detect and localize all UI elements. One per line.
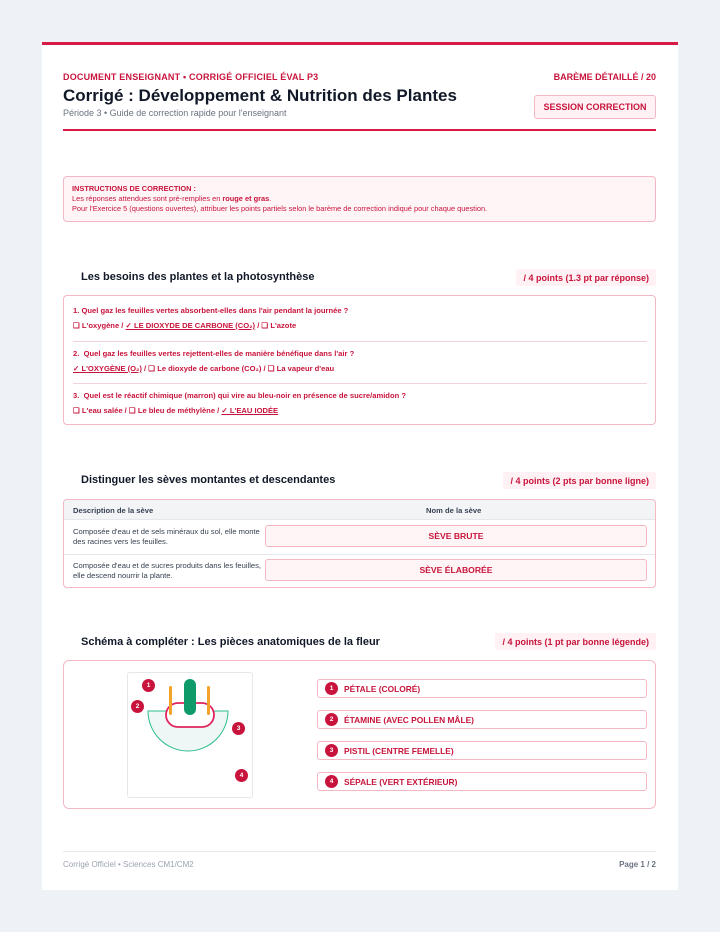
table-header [64,500,655,520]
footer-divider [63,851,656,852]
legend-label: PÉTALE (COLORÉ) [344,683,421,694]
legend-label: PISTIL (CENTRE FEMELLE) [344,745,454,756]
question-divider [73,383,647,384]
photosynthesis-questions [63,295,656,425]
pistil-shape [184,679,196,715]
legend-label: SÉPALE (VERT EXTÉRIEUR) [344,776,458,787]
legend-number: 3 [325,744,338,757]
header-divider [63,129,656,131]
sap-row-1-description: Composée d'eau et de sels minéraux du sol, elle monte des racines vers les feuilles. [73,527,260,546]
column-header-description: Description de la sève [73,506,154,515]
legend-sepal[interactable] [317,772,647,791]
flower-diagram [127,672,253,798]
stamen-left-shape [169,686,172,715]
section-sap-points: / 4 points (2 pts par bonne ligne) [503,472,656,489]
marker-3: 3 [232,722,245,735]
section-sap-title: Distinguer les sèves montantes et descendantes [81,474,336,486]
legend-number: 4 [325,775,338,788]
page-title: Corrigé : Développement & Nutrition des Plantes [63,86,457,105]
instructions-line-2: Pour l'Exercice 5 (questions ouvertes), attribuer les points partiels selon le barème de correction indiqué pour chaque question. [72,204,488,213]
question-divider [73,341,647,342]
option-water-vapor[interactable]: ❑ La vapeur d'eau [267,364,335,373]
question-1: 1. Quel gaz les feuilles vertes absorbent-elles dans l'air pendant la journée ? ❑ L'oxygène / ✓ LE DIOXYDE DE CARBONE (CO₂) / ❑ L'azote [73,306,349,330]
sap-row-1-answer[interactable]: SÈVE BRUTE [265,525,647,547]
legend-number: 2 [325,713,338,726]
option-iodine-correct[interactable]: ✓ L'EAU IODÉE [221,406,279,415]
grading-scale: BARÈME DÉTAILLÉ / 20 [553,72,656,82]
column-header-name: Nom de la sève [426,506,482,515]
marker-1: 1 [142,679,155,692]
document-eyebrow: DOCUMENT ENSEIGNANT • CORRIGÉ OFFICIEL ÉVAL P3 [63,72,319,82]
option-oxygen[interactable]: ❑ L'oxygène [73,321,120,330]
option-methylene-blue[interactable]: ❑ Le bleu de méthylène [128,406,216,415]
option-nitrogen[interactable]: ❑ L'azote [261,321,297,330]
question-3: 3. Quel est le réactif chimique (marron) qui vire au bleu-noir en présence de sucre/amidon ? ❑ L'eau salée / ❑ Le bleu de méthylène / ✓ L'EAU IODÉE [73,391,406,415]
correction-instructions [63,176,656,222]
stamen-right-shape [207,686,210,715]
instructions-line-1: Les réponses attendues sont pré-remplies en rouge et gras. [72,194,272,203]
legend-stamen[interactable] [317,710,647,729]
legend-pistil[interactable] [317,741,647,760]
option-co2-correct[interactable]: ✓ LE DIOXYDE DE CARBONE (CO₂) [125,321,256,330]
sap-row-2-answer[interactable]: SÈVE ÉLABORÉE [265,559,647,581]
legend-number: 1 [325,682,338,695]
section-photosynthesis-title: Les besoins des plantes et la photosynthèse [81,271,315,283]
marker-4: 4 [235,769,248,782]
section-flower-points: / 4 points (1 pt par bonne légende) [495,633,656,650]
session-correction-button[interactable]: SESSION CORRECTION [534,95,656,119]
footer-left: Corrigé Officiel • Sciences CM1/CM2 [63,860,194,869]
sap-row-2-description: Composée d'eau et de sucres produits dans les feuilles, elle descend nourrir la plante. [73,561,262,580]
marker-2: 2 [131,700,144,713]
question-2: 2. Quel gaz les feuilles vertes rejettent-elles de manière bénéfique dans l'air ? ✓ L'OXYGÈNE (O₂) / ❑ Le dioxyde de carbone (CO₂) / ❑ La vapeur d'eau [73,349,355,373]
option-co2[interactable]: ❑ Le dioxyde de carbone (CO₂) [148,364,262,373]
table-row-divider [64,554,655,555]
page-number: Page 1 / 2 [619,860,656,869]
section-photosynthesis-points: / 4 points (1.3 pt par réponse) [516,269,656,286]
legend-petal[interactable] [317,679,647,698]
flower-diagram-box [63,660,656,809]
sap-table [63,499,656,588]
instructions-heading: INSTRUCTIONS DE CORRECTION : [72,184,196,193]
section-flower-title: Schéma à compléter : Les pièces anatomiques de la fleur [81,636,380,648]
option-salt-water[interactable]: ❑ L'eau salée [73,406,123,415]
legend-label: ÉTAMINE (AVEC POLLEN MÂLE) [344,714,474,725]
page-subtitle: Période 3 • Guide de correction rapide pour l'enseignant [63,108,287,118]
option-oxygen-correct[interactable]: ✓ L'OXYGÈNE (O₂) [73,364,142,373]
answer-key-page [42,42,678,890]
